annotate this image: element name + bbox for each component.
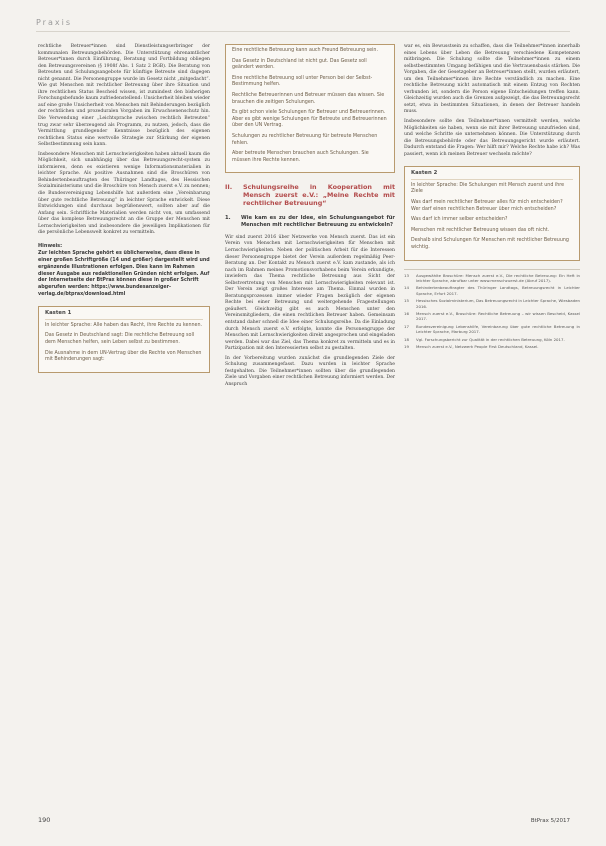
paragraph: Insbesondere sollte den Teilnehmer*innen vermittelt werden, welche Möglichkeiten sie haben, wenn sie mit ihrer Betreuung unzufrieden sind, und welche Schritte sie unternehmen können. Die Unterstützung durch die Betreuungsbehörde oder das Betreuungsgericht wurde erläutert. Dadurch entstand die Fragen: Wer hilft mir? Welche Rechte habe ich? Was passiert, wenn ich meinen Betreuer wechseln möchte?	[404, 119, 580, 157]
footnote-text: Mensch zuerst e.V., Netzwerk People First Deutschland, Kassel.	[416, 344, 539, 350]
box-item: Rechtliche Betreuerinnen und Betreuer müssen das wissen. Sie brauchen die zeitigen Schulungen.	[232, 92, 385, 105]
subsection-number: 1.	[225, 215, 231, 222]
box-item: Das Gesetz in Deutschland ist nicht gut. Das Gesetz soll geändert werden.	[232, 58, 367, 71]
header-rule	[36, 31, 570, 32]
footnote-number: 18	[404, 336, 409, 342]
paragraph: Insbesondere Menschen mit Lernschwierigkeiten haben aktuell kaum die Möglichkeit, sich unabhängig über das Betreuungsrecht-system zu informieren, denn es existieren wenige Informationsmaterialien in leichter Sprache. Als positive Ausnahmen sind die Broschüren von Behindertenbeauftragten des Thüringer Landtages, des Hessischen Sozialministeriums und die Broschüre von Mensch zuerst e.V. zu nennen; die Bundesvereinigung Lebenshilfe hat außerdem eine „Vereinbarung über gute rechtliche Betreuung“ in leichter Sprache entwickelt. Diese Entwicklungen sind durchaus begrüßenswert, sollten aber auf die Anfang sein. Schriftliche Materialien werden nicht von, um umfassend über das komplexe Betreuungsrecht an die Gruppe der Menschen mit Lernschwierigkeiten und insbesondere die jeweiligen Implikationen für die persönliche Lebenswelt konkret zu vermitteln.	[38, 151, 210, 236]
footnote-number: 19	[404, 344, 409, 350]
footnote	[404, 285, 580, 296]
box-2-item: Was darf mein rechtlicher Betreuer alles für mich entscheiden? Wer darf einen rechtlichen Betreuer über mich entscheiden?	[411, 200, 563, 212]
footnote-number: 14	[404, 285, 409, 291]
subsection-title: Wie kam es zu der Idee, ein Schulungsangebot für Menschen mit rechtlicher Betreuung zu entwickeln?	[241, 215, 395, 229]
footnote-number: 17	[404, 323, 409, 329]
box-2-item: Deshalb sind Schulungen für Menschen mit rechtlicher Betreuung wichtig.	[411, 238, 569, 250]
paragraph: war es, ein Bewusstsein zu schaffen, dass die Teilnehmer*innen innerhalb eines Lebens über Leben die Betreuung verschiedene Kompetenzen mitbringen. Die Schulung sollte die Teilnehmer*innen zu einem selbstbestimmten Umgang befähigen und die Vertrauensbasis stärken. Die Vorgaben, die der Gesetzgeber an Betreuer*innen stellt, wurden erläutert, um den Teilnehmer*innen ihre Rechte verständlich zu machen. Eine rechtliche Betreuung nicht automatisch mit einem Entzug von Rechten verbunden ist, sondern die Person eigene Entscheidungen treffen kann. Gleichzeitig wurden auch die Grenzen aufgezeigt, die das Betreuungsrecht setzt, etwa in bestimmten Situationen, in denen der Betreuer handeln muss.	[404, 44, 580, 115]
column-3	[404, 44, 580, 351]
section-title: Schulungsreihe in Kooperation mit Mensch zuerst e.V.: „Meine Rechte mit rechtlicher Betreuung“	[243, 183, 395, 208]
hint-text: Zur leichten Sprache gehört es üblicherweise, dass diese in einer großen Schriftgröße (14 und größer) dargestellt wird und ergänzende Illustrationen erfolgen. Dies kann im Rahmen dieser Ausgabe aus redaktionellen Gründen nicht erfolgen. Auf der Internetseite der BtPrax können diese in großer Schrift abgerufen werden: https://www.bundesanzeiger-verlag.de/btprax/download.html	[38, 251, 210, 297]
box-2-item: Menschen mit rechtlicher Betreuung wissen das oft nicht.	[411, 227, 550, 233]
hint-title: Hinweis:	[38, 242, 63, 249]
box-item: Schulungen zu rechtlicher Betreuung für betreute Menschen fehlen.	[232, 133, 378, 146]
footnote-text: Vgl. Forschungsbericht zur Qualität in der rechtlichen Betreuung, Köln 2017.	[416, 336, 565, 342]
box-1-title: Kasten 1	[45, 310, 203, 320]
page-number: 190	[38, 816, 51, 824]
footnote-text: Bundesvereinigung Lebenshilfe, Vereinbarung über gute rechtliche Betreuung in Leichter Sprache, Marburg 2017.	[416, 323, 580, 335]
footnote	[404, 311, 580, 322]
box-2	[404, 166, 580, 260]
footnote-number: 13	[404, 272, 409, 278]
box-item: Eine rechtliche Betreuung soll unter Person bei der Selbst-Bestimmung helfen.	[232, 75, 373, 88]
column-2	[225, 44, 395, 391]
section-number: II.	[225, 183, 233, 192]
issue-label: BtPrax 5/2017	[530, 818, 570, 824]
box-1-item: Das Gesetz in Deutschland sagt: Die rechtliche Betreuung soll dem Menschen helfen, sein Leben selbst zu bestimmen.	[45, 333, 195, 346]
footnote	[404, 344, 580, 349]
footnote	[404, 337, 580, 342]
paragraph: In der Vorbereitung wurden zunächst die grundlegenden Ziele der Schulung zusammengefasst. Dazu wurden in leichter Sprache festgehalten. Die Teilnehmer*innen sollten über die grundlegenden Ziele und Vorgaben einer rechtlichen Betreuung informiert werden. Der Anspruch	[225, 355, 395, 387]
box-1	[38, 306, 210, 373]
footnote-text: Hessisches Sozialministerium, Das Betreuungsrecht in Leichter Sprache, Wiesbaden 2016.	[416, 298, 580, 309]
footnote-text: Behindertenbeauftragter des Thüringer Landtags, Betreuungsrecht in Leichter Sprache, Erfurt 2017.	[416, 285, 580, 296]
box-1-continued	[225, 44, 395, 173]
footnote-text: Mensch zuerst e.V., Broschüre: Rechtliche Betreuung – wir wissen Bescheid, Kassel 2017.	[416, 311, 580, 322]
footnote-text: Ausgewählte Broschüre: Mensch zuerst e.V., Die rechtliche Betreuung: Ein Heft in leichter Sprache, abrufbar unter www.menschzuerst.de (Abruf 2017).	[416, 272, 580, 283]
box-2-item: In leichter Sprache: Die Schulungen mit Mensch zuerst und ihre Ziele	[411, 182, 565, 195]
section-heading	[225, 183, 395, 207]
footnote	[404, 273, 580, 284]
box-item: Es gibt schon viele Schulungen für Betreuer und Betreuerinnen. Aber es gibt wenige Schulungen für Betreute und Betreuerinnen über den UN Vertrag.	[232, 110, 387, 129]
paragraph: Wir sind zuerst 2016 über Netzwerke von Mensch zuerst. Das ist ein Verein von Menschen mit Lernschwierigkeiten für Menschen mit Lernschwierigkeiten. Neben der politischen Arbeit für die Interessen dieser Personengruppe bietet der Verein außerdem regelmäßig Peer-Beratung an. Der Kontakt zu Mensch zuerst e.V. kam zustande, als ich nach im Rahmen meines Promotionsvorhabens beim Verein erkundigte, inwiefern das Thema rechtliche Betreuung aus Sicht der Selbstvertretung von Menschen mit Lernschwierigkeiten relevant ist. Der Verein zeigt großes Interesse am Thema. Einmal wurden in Beratungsprozessen immer wieder Fragen bezüglich der eigenen Rechte bei einer Betreuung und weitergehende Fragestellungen geäußert. Gleichzeitig gibt es auch Menschen unter den Vereinsmitgliedern, die einen rechtlichen Betreuer haben. Gemeinsam entstand daher schnell die Idee einer Schulungsreihe. Da die Einladung durch Mensch zuerst e.V. erfolgte, konnte die Personengruppe der Menschen mit Lernschwierigkeiten direkt angesprochen und eingeladen werden. Dabei war das Ziel, das Thema konkret zu vermitteln und es in Partizipation mit den Interessierten selbst zu gestalten.	[225, 234, 395, 352]
footnote	[404, 324, 580, 335]
column-1	[38, 44, 210, 373]
footnote-number: 16	[404, 311, 409, 317]
footnote	[404, 298, 580, 309]
box-item: Eine rechtliche Betreuung kann auch Freund Betreuung sein.	[232, 48, 378, 53]
box-item: Aber betreute Menschen brauchen auch Schulungen. Sie müssen ihre Rechte kennen.	[232, 151, 369, 163]
box-2-item: Was darf ich immer selber entscheiden?	[411, 217, 508, 223]
box-1-item: Die Ausnahme in dem UN-Vertrag über die Rechte von Menschen mit Behinderungen sagt:	[45, 350, 202, 363]
subsection-heading	[225, 215, 395, 229]
running-header: Praxis	[36, 18, 72, 27]
box-1-item: In leichter Sprache: Alle haben das Recht, ihre Rechte zu kennen.	[45, 322, 203, 328]
footnotes	[404, 269, 580, 350]
box-2-title: Kasten 2	[411, 170, 573, 180]
paragraph: rechtliche Betreuer*innen sind Dienstleistungserbringer der kommunalen Betreuungsbehörden. Die Unterstützung ehrenamtlicher Betreuer*innen durch Einführung, Beratung und Fortbildung obliegen den Betreuungsvereinen (§ 1908f Abs. 1 Satz 2 BGB). Die Beratung von Betreuten und Schulungsangebote für künftige Betreute sind dagegen nicht genannt. Die Personengruppe wurde im Gesetz nicht „mitgedacht“. Wie gut Menschen mit rechtlicher Betreuung über ihre Situation und ihre rechtlichen Status Bescheid wissen, ist zumindest den bisherigen Forschungsbefunde kaum zufriedenstellend: Unsicherheit bleiben wieder auf eine große Unsicherheit von Menschen mit Behinderungen bezüglich der rechtlichen und prozeduralen Vorgaben im Erwachsenenschutz hin. Die Verwendung einer „Leichtsprache zwischen rechtlich Betreuten“ trug zwar sehr überzeugend als Programm, zu nutzen, jedoch, dass die Vermittlung grundlegender Kenntnisse bezüglich des eigenen rechtlichen Status eine wertvolle Strategie zur Stärkung der eigenen Selbstbestimmung sein kann.	[38, 44, 210, 148]
footnote-number: 15	[404, 298, 409, 304]
